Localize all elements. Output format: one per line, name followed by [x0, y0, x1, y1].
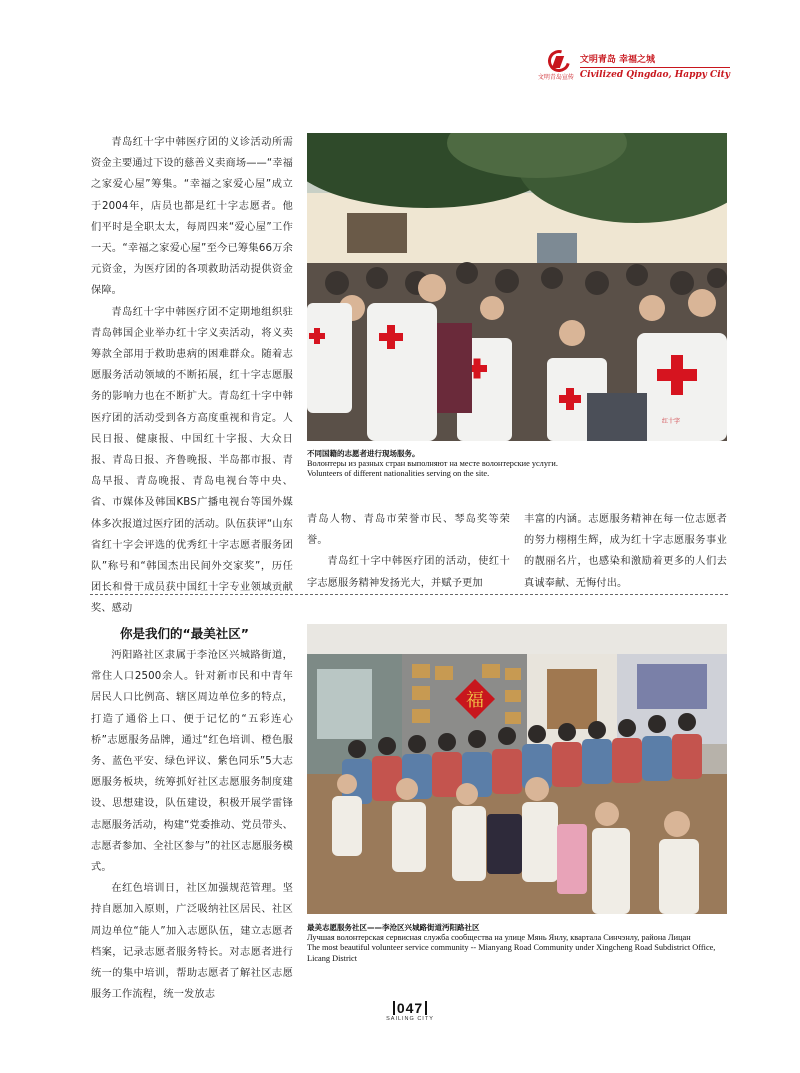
fu-character: 福 — [466, 690, 484, 711]
article2-left-column — [91, 645, 293, 1005]
article1-right-column — [524, 509, 727, 594]
caption-zh: 最美志愿服务社区——李沧区兴城路街道沔阳路社区 — [307, 923, 480, 932]
paragraph: 丰富的内涵。志愿服务精神在每一位志愿者的努力栩栩生辉，成为红十字志愿服务事业的靓丽名片，也感染和激励着更多的人们去真诚奉献、无悔付出。 — [524, 514, 727, 589]
caption-ru: Волонтеры из разных стран выполняют на месте волонтерские услуги. — [307, 459, 558, 469]
page-number-value: 047 — [396, 1000, 424, 1016]
volunteers-photo — [307, 133, 727, 441]
header-slogan-cn: 文明青岛 幸福之城 — [580, 52, 730, 68]
paragraph: 青岛红十字中韩医疗团的义诊活动所需资金主要通过下设的慈善义卖商场——“幸福之家爱心屋”筹集。“幸福之家爱心屋”成立于2004年，店员也都是红十字志愿者。他们平时是全职太太，每周四来“爱心屋”工作一天。“幸福之家爱心屋”至今已筹集66万余元资金，为医疗团的各项救助活动提供资金保障。 — [91, 137, 293, 297]
section-divider — [90, 594, 728, 595]
page-number-bar-right — [425, 1001, 427, 1015]
community-photo — [307, 624, 727, 914]
paragraph: 青岛人物、青岛市荣誉市民、琴岛奖等荣誉。 — [307, 514, 510, 547]
paragraph: 青岛红十字中韩医疗团的活动，使红十字志愿服务精神发扬光大，并赋予更加 — [307, 556, 510, 589]
header-slogan — [580, 52, 730, 80]
article1-left-column — [91, 132, 293, 620]
article2-title: 你是我们的“最美社区” — [120, 626, 249, 641]
page-number — [380, 1000, 440, 1016]
caption-ru: Лучшая волонтерская сервисная служба сообщества на улице Мянь Янлу, квартала Синчэнлу, района Лицан — [307, 933, 691, 943]
header-slogan-en: Civilized Qingdao, Happy City — [579, 69, 730, 80]
paragraph: 青岛红十字中韩医疗团不定期地组织驻青岛韩国企业举办红十字义卖活动，将义卖筹款全部用于救助患病的困难群众。随着志愿服务活动领域的不断拓展，红十字志愿服务的影响力也在不断扩大。青岛红十字中韩医疗团的活动受到各方高度重视和肯定。人民日报、健康报、中国红十字报、大众日报、青岛日报、齐鲁晚报、半岛都市报、青岛早报、青岛晚报、青岛电视台等中央、省、市媒体及韩国KBS广播电视台等国外媒体多次报道过医疗团的活动。队伍获评“山东省红十字会评选的优秀红十字志愿者服务团队”称号和“韩国杰出民间外交家奖”，历任团长和骨干成员获中国红十字专业领域贡献奖、感动 — [91, 306, 293, 615]
paragraph: 在红色培训日，社区加强规范管理。坚持自愿加入原则，广泛吸纳社区居民、社区周边单位“能人”加入志愿队伍，建立志愿者档案，记录志愿者服务特长。对志愿者进行统一的集中培训，帮助志愿者了解社区志愿服务工作流程，统一发放志 — [91, 883, 293, 1001]
page-number-bar-left — [393, 1001, 395, 1015]
volunteers-photo-caption — [307, 449, 727, 480]
caption-zh: 不同国籍的志愿者进行现场服务。 — [307, 449, 420, 458]
logo-icon — [546, 50, 566, 72]
footer-magazine-name: SAILING CITY — [386, 1016, 434, 1022]
community-photo-caption — [307, 923, 727, 964]
city-logo — [538, 50, 574, 81]
page-header — [538, 50, 730, 81]
paragraph: 沔阳路社区隶属于李沧区兴城路街道，常住人口2500余人。针对新市民和中青年居民人口比例高、辖区周边单位多的特点，打造了通俗上口、便于记忆的“五彩连心桥”志愿服务品牌，通过“红色培训、橙色服务、蓝色平安、绿色评议、紫色同乐”5大志愿服务板块，统筹抓好社区志愿服务制度建设、思想建设，队伍建设，积极开展学雷锋志愿服务活动，构建“党委推动、党员带头、志愿者参加、全社区参与”的社区志愿服务模式。 — [91, 650, 293, 874]
article1-middle-column — [307, 509, 510, 594]
logo-caption: 文明青岛宣传 — [537, 74, 574, 81]
caption-en: Volunteers of different nationalities serving on the site. — [307, 469, 490, 479]
volunteer-vest-sign: 红十字 — [662, 418, 681, 425]
page-footer — [380, 1000, 440, 1022]
caption-en: The most beautiful volunteer service community -- Mianyang Road Community under Xingcheng Road Subdistrict Office, Licang District — [307, 943, 716, 963]
